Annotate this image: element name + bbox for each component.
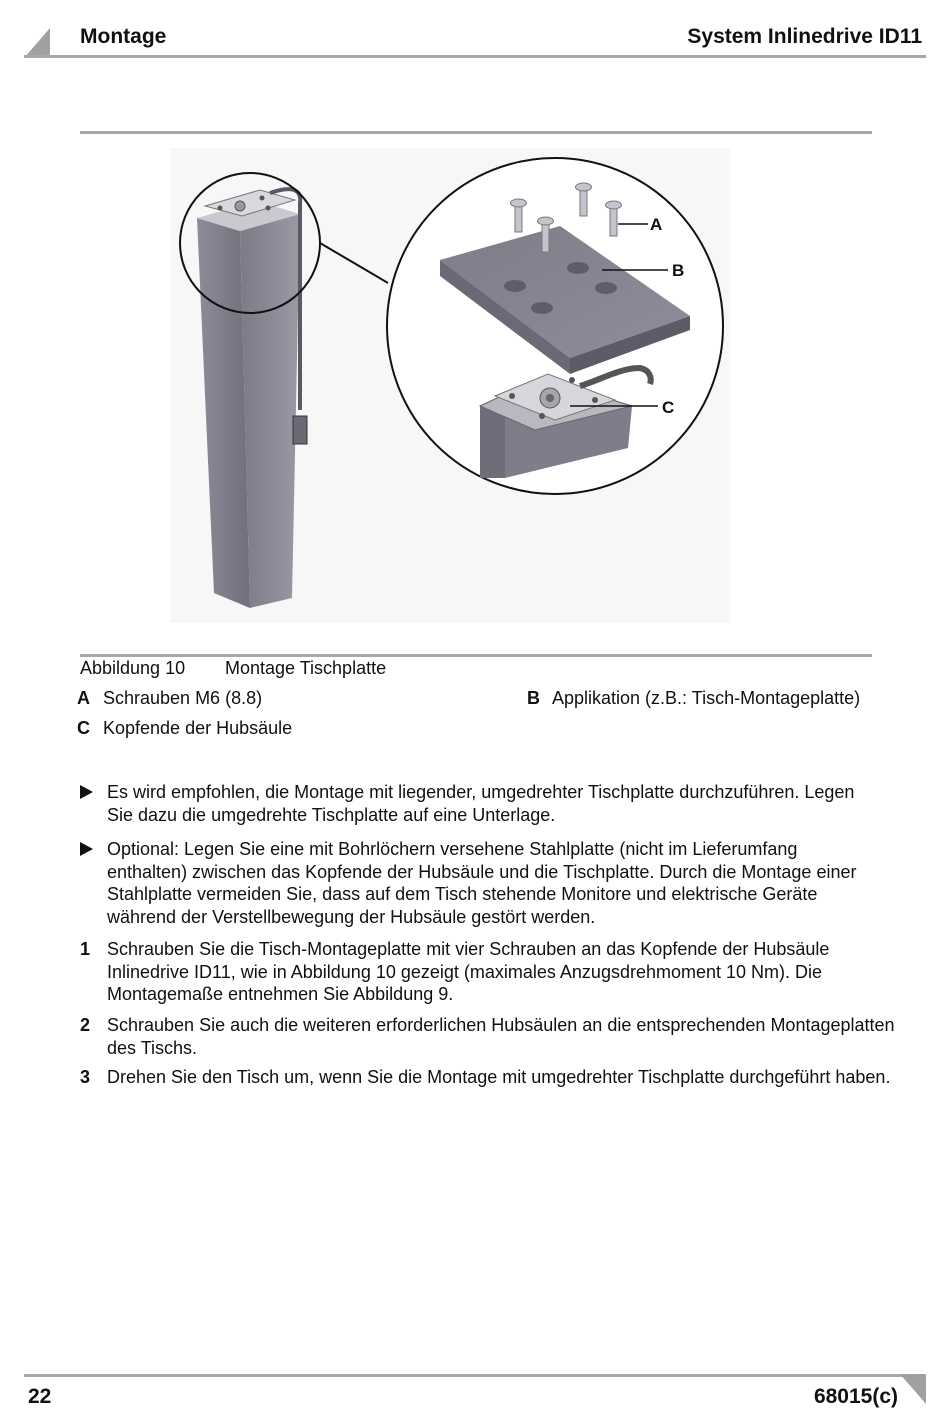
step-number-3: 3 [80,1067,91,1087]
step-text-1: Schrauben Sie die Tisch-Montageplatte mit vier Schrauben an das Kopfende der Hubsäule Inlinedrive ID11, wie in Abbildung 10 gezeigt (maximales Anzugsdrehmoment 10 Nm). Die Montagemaße entnehmen Sie Abbildung 9. [107,939,830,1004]
legend-text-b: Applikation (z.B.: Tisch-Montageplatte) [552,688,861,708]
document-title: System Inlinedrive ID11 [687,25,922,48]
footer-rule [24,1374,926,1377]
legend-text-a: Schrauben M6 (8.8) [103,688,263,708]
header-corner-mark [24,28,50,58]
section-title: Montage [80,25,167,48]
note-bullet-icon [80,842,93,856]
step-number-2: 2 [80,1015,91,1035]
note-bullet-icon [80,785,93,799]
footer-corner-mark [900,1374,926,1404]
lifting-column [197,201,300,608]
document-id: 68015(c) [813,1385,898,1408]
callout-a: A [650,215,663,234]
legend-key-b: B [527,688,540,708]
page-number: 22 [28,1385,52,1408]
step-text-2: Schrauben Sie auch die weiteren erforderlichen Hubsäulen an die entsprechenden Montageplatten des Tischs. [107,1015,895,1058]
figure-caption: Montage Tischplatte [225,658,387,678]
figure-top-rule [80,131,872,134]
legend-text-c: Kopfende der Hubsäule [103,718,293,738]
step-text-3: Drehen Sie den Tisch um, wenn Sie die Montage mit umgedrehter Tischplatte durchgeführt haben. [107,1067,891,1087]
legend-key-c: C [77,718,90,738]
legend-key-a: A [77,688,90,708]
callout-b: B [672,261,685,280]
header-rule [24,55,926,58]
cable-connector [293,416,307,444]
note-text-1: Es wird empfohlen, die Montage mit liegender, umgedrehter Tischplatte durchzuführen. Legen Sie dazu die umgedrehte Tischplatte auf eine Unterlage. [107,782,855,825]
step-number-1: 1 [80,939,91,959]
figure-bottom-rule [80,654,872,657]
note-text-2: Optional: Legen Sie eine mit Bohrlöchern versehene Stahlplatte (nicht im Lieferumfang enthalten) zwischen das Kopfende der Hubsäule und die Tischplatte. Durch die Montage einer Stahlplatte vermeiden Sie, dass auf dem Tisch stehende Monitore und elektrische Geräte während der Verstellbewegung der Hubsäule gestört werden. [107,839,857,927]
mounting-illustration [170,148,730,623]
figure-label: Abbildung 10 [80,658,186,678]
callout-c: C [662,398,675,417]
